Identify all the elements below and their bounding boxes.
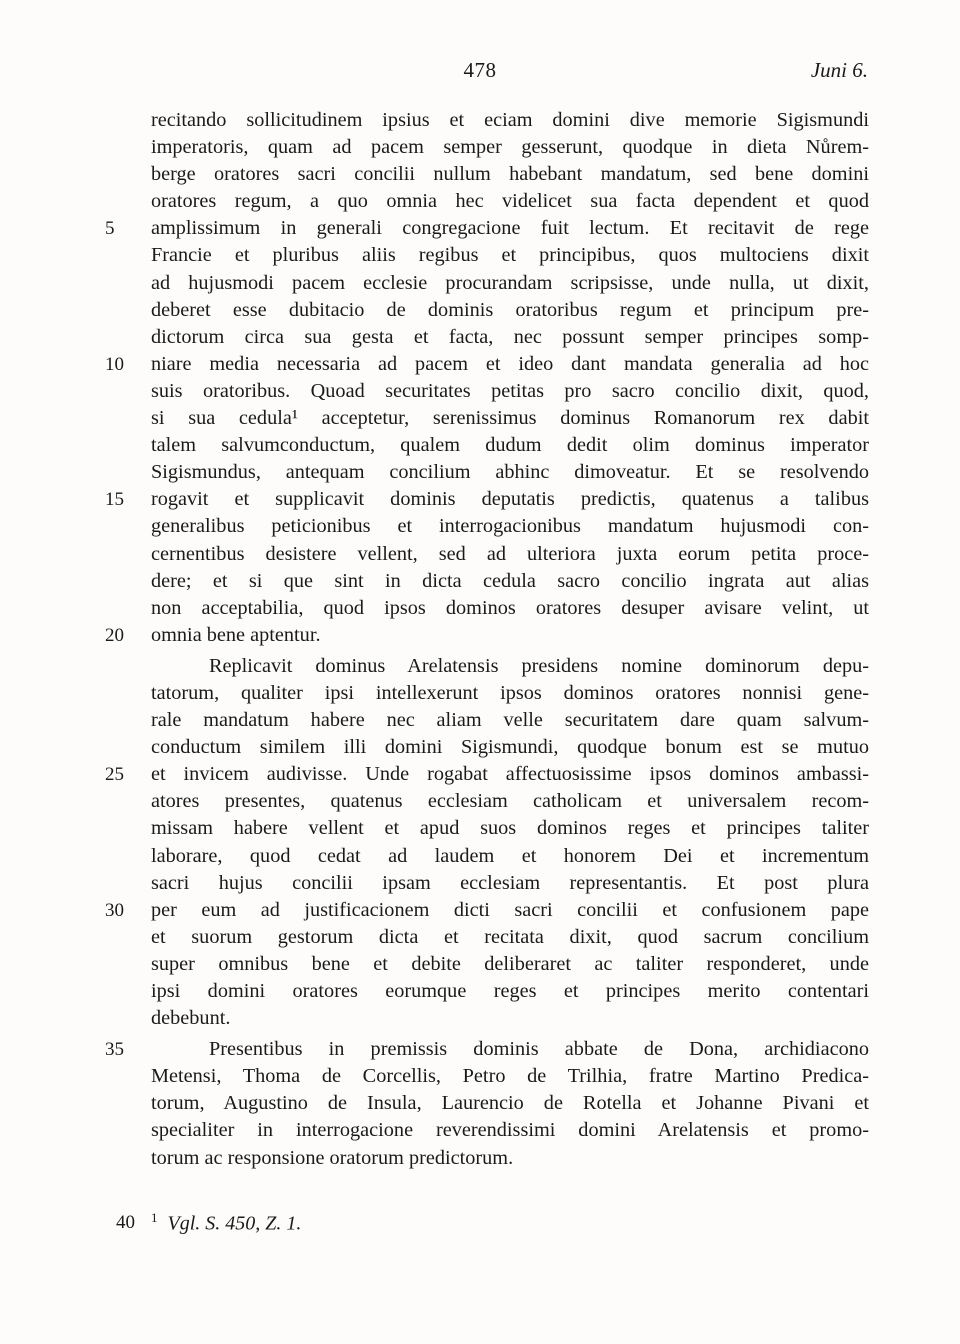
line-text: dere; et si que sint in dicta cedula sacro concilio ingrata aut alias — [151, 569, 869, 592]
line-number: 20 — [105, 624, 124, 646]
text-line — [151, 242, 869, 269]
text-line — [151, 134, 869, 161]
text-line — [151, 653, 869, 680]
text-line — [151, 432, 869, 459]
text-line — [105, 351, 869, 378]
text-line — [151, 1063, 869, 1090]
line-text: non acceptabilia, quod ipsos dominos oratores desuper avisare velint, ut — [151, 596, 869, 619]
line-text: super omnibus bene et debite deliberaret ac taliter responderet, unde — [151, 952, 869, 975]
text-line — [105, 486, 869, 513]
line-text: specialiter in interrogacione reverendissimi domini Arelatensis et promo- — [151, 1119, 869, 1142]
text-line — [151, 405, 869, 432]
text-line — [151, 1145, 869, 1172]
text-line — [151, 1005, 869, 1032]
line-text: rogavit et supplicavit dominis deputatis predictis, quatenus a talibus — [151, 488, 869, 511]
line-number: 30 — [105, 899, 124, 921]
line-text: missam habere vellent et apud suos dominos reges et principes taliter — [151, 817, 869, 840]
text-line — [151, 459, 869, 486]
line-text: et invicem audivisse. Unde rogabat affectuosissime ipsos dominos ambassi- — [151, 763, 869, 786]
line-text: sacri hujus concilii ipsam ecclesiam representantis. Et post plura — [151, 871, 869, 894]
line-text: niare media necessaria ad pacem et ideo dant mandata generalia ad hoc — [151, 352, 869, 375]
text-line — [151, 107, 869, 134]
line-text: Sigismundus, antequam concilium abhinc dimoveatur. Et se resolvendo — [151, 461, 869, 484]
line-text: conductum similem illi domini Sigismundi, quodque bonum est se mutuo — [151, 736, 869, 759]
text-line — [151, 951, 869, 978]
line-text: oratores regum, a quo omnia hec videlicet sua facta dependent et quod — [151, 190, 869, 213]
line-text: torum ac responsione oratorum predictorum. — [151, 1146, 514, 1169]
line-text: si sua cedula¹ acceptetur, serenissimus dominus Romanorum rex dabit — [151, 407, 869, 430]
line-text: dictorum circa sua gesta et facta, nec possunt semper principes somp- — [151, 325, 869, 348]
footnote-line-number: 40 — [116, 1212, 135, 1233]
text-line — [151, 680, 869, 707]
text-line — [105, 761, 869, 788]
text-line — [105, 1036, 869, 1063]
line-text: laborare, quod cedat ad laudem et honorem Dei et incrementum — [151, 844, 869, 867]
text-line — [151, 734, 869, 761]
line-text: deberet esse dubitacio de dominis oratoribus regum et principum pre- — [151, 298, 869, 321]
text-line — [105, 215, 869, 242]
footnote-text: Vgl. S. 450, Z. 1. — [167, 1212, 302, 1235]
footnote — [151, 1210, 301, 1236]
text-line — [151, 270, 869, 297]
text-line — [151, 924, 869, 951]
line-text: rale mandatum habere nec aliam velle securitatem dare quam salvum- — [151, 709, 869, 732]
line-text: Presentibus in premissis dominis abbate de Dona, archidiacono — [209, 1038, 869, 1061]
footnote-marker: 1 — [151, 1210, 158, 1225]
text-line — [151, 843, 869, 870]
line-text: ipsi domini oratores eorumque reges et principes merito contentari — [151, 980, 869, 1002]
line-number: 25 — [105, 764, 124, 786]
text-line — [151, 1117, 869, 1144]
text-line — [151, 707, 869, 734]
text-line — [151, 161, 869, 188]
text-line — [151, 378, 869, 405]
line-text: generalibus peticionibus et interrogacionibus mandatum hujusmodi con- — [151, 515, 869, 538]
line-number: 35 — [105, 1039, 124, 1061]
text-line — [151, 815, 869, 842]
page-number: 478 — [463, 58, 497, 82]
text-line — [151, 788, 869, 815]
text-line — [151, 595, 869, 622]
line-text: Replicavit dominus Arelatensis presidens nomine dominorum depu- — [209, 654, 869, 677]
line-text: amplissimum in generali congregacione fuit lectum. Et recitavit de rege — [151, 217, 869, 240]
text-line — [151, 1090, 869, 1117]
line-text: tatorum, qualiter ipsi intellexerunt ipsos dominos oratores nonnisi gene- — [151, 681, 869, 704]
line-text: Francie et pluribus aliis regibus et principibus, quos multociens dixit — [151, 244, 869, 267]
line-number: 15 — [105, 489, 124, 511]
line-text: torum, Augustino de Insula, Laurencio de Rotella et Johanne Pivani et — [151, 1092, 869, 1115]
line-text: atores presentes, quatenus ecclesiam catholicam et universalem recom- — [151, 790, 869, 813]
text-line — [105, 622, 869, 649]
body-text — [105, 107, 869, 1172]
text-line — [151, 324, 869, 351]
text-line — [151, 188, 869, 215]
text-line — [151, 978, 869, 1005]
line-text: ad hujusmodi pacem ecclesie procurandam scripsisse, unde nulla, ut dixit, — [151, 271, 869, 294]
line-text: recitando sollicitudinem ipsius et eciam domini dive memorie Sigismundi — [151, 109, 869, 131]
line-text: omnia bene aptentur. — [151, 623, 321, 646]
text-line — [151, 513, 869, 540]
line-text: et suorum gestorum dicta et recitata dixit, quod sacrum concilium — [151, 925, 869, 948]
line-text: Metensi, Thoma de Corcellis, Petro de Trilhia, fratre Martino Predica- — [151, 1065, 869, 1088]
line-number: 5 — [105, 218, 115, 240]
text-line — [105, 897, 869, 924]
line-text: berge oratores sacri concilii nullum habebant mandatum, sed bene domini — [151, 163, 869, 186]
text-line — [151, 297, 869, 324]
line-text: imperatoris, quam ad pacem semper gesserunt, quodque in dieta Nůrem- — [151, 136, 869, 159]
line-text: suis oratoribus. Quoad securitates petitas pro sacro concilio dixit, quod, — [151, 379, 869, 402]
line-text: cernentibus desistere vellent, sed ad ulteriora juxta eorum petita proce- — [151, 542, 869, 565]
line-text: debebunt. — [151, 1007, 231, 1030]
line-text: talem salvumconductum, qualem dudum dedit olim dominus imperator — [151, 434, 869, 457]
text-line — [151, 568, 869, 595]
text-line — [151, 541, 869, 568]
running-head: Juni 6. — [810, 58, 868, 82]
line-number: 10 — [105, 353, 124, 375]
line-text: per eum ad justificacionem dicti sacri concilii et confusionem pape — [151, 898, 869, 921]
text-line — [151, 870, 869, 897]
